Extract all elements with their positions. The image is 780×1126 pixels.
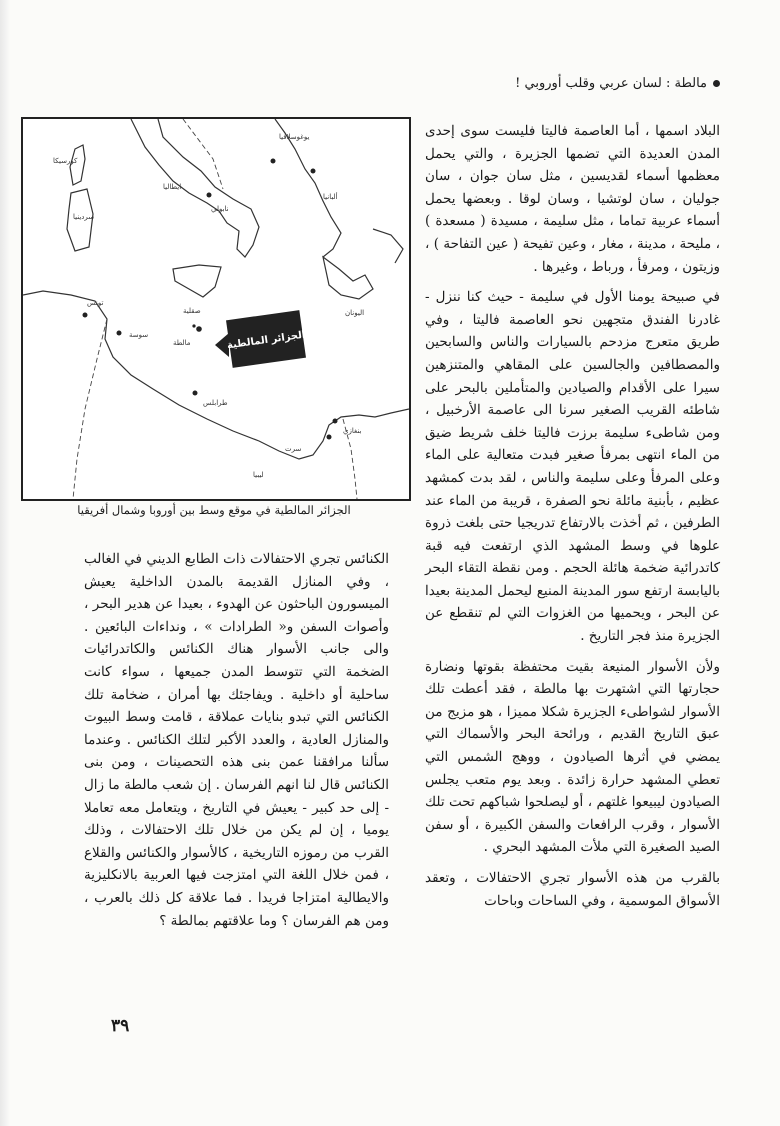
map-label-libya: ليبيا: [253, 471, 264, 479]
header-bullet: [713, 80, 720, 87]
map-label-naples: نابولي: [211, 205, 229, 213]
scan-edge: [0, 0, 10, 1126]
running-title: مالطة : لسان عربي وقلب أوروبي !: [515, 76, 707, 91]
map-label-corsica: كورسيكا: [53, 157, 78, 165]
page-number: ٣٩: [111, 1016, 130, 1036]
map-label-albania: ألبانيا: [323, 193, 338, 201]
paragraph: في صبيحة يومنا الأول في سليمة - حيث كنا ننزل - غادرنا الفندق متجهين نحو العاصمة فاليتا ، وفي طريق متعرج مزدحم بالسيارات والناس والسابحين والمصطافين والجالسين على المقاهي والمتنزهين سيرا على الأقدام والصيادين والمتأملين بالبحر على شاطئه القريب الصغير سرنا الى عاصمة الأرخبيل ، ومن شاطىء سليمة برزت فاليتا خلف شريط ضيق من الماء انتهى بمرفأ صغير فبدت متعالية على الماء وعلى المرفأ وعلى سليمة والناس ، لقد بدت كمشهد عظيم ، بأبنية مائلة نحو الصفرة ، قريبة من الماء عند الطرفين ، ثم أخذت بالارتفاع تدريجيا حتى بلغت ذروة علوها في وسط المشهد الذي ارتفعت فيه قبة كاتدرائية ضخمة هائلة الحجم . ومن نقطة التقاء البحر باليابسة ارتفع سور المدينة المنيع ليحمل المدينة بعيدا عن البحر ، ويحميها من الغزوات التي لم تنقطع عن الجزيرة منذ فجر التاريخ .: [425, 289, 720, 645]
map-caption: الجزائر المالطية في موقع وسط بين أوروبا وشمال أفريقيا: [77, 503, 351, 517]
map-callout-label: الجزائر المالطية: [226, 329, 306, 352]
paragraph: بالقرب من هذه الأسوار تجري الاحتفالات ، وتعقد الأسواق الموسمية ، وفي الساحات وباحات: [425, 870, 720, 909]
paragraph: ولأن الأسوار المنيعة بقيت محتفظة بقوتها ونضارة حجارتها التي اشتهرت بها مالطة ، فقد أعطت تلك الأسوار لشواطىء الجزيرة شكلا مميزا ، هو مزيج من عبق التاريخ القديم ، ورائحة البحر والأسماك التي يمضي في أثرها الصيادون ، ووهج الشمس التي تعطي المشهد حرارة زائدة . وبعد يوم متعب يجلس الصيادون ليبيعوا غلتهم ، أو ليصلحوا شباكهم تحت تلك الأسوار ، وقرب الرافعات والسفن الكبيرة ، أو سفن الصيد الصغيرة التي ملأت المشهد البحري .: [425, 658, 720, 856]
map-label-malta: مالطة: [173, 339, 191, 347]
map-figure: [21, 117, 411, 501]
map-label-sicily: صقلية: [183, 307, 201, 315]
map-label-sardinia: سردينيا: [73, 213, 95, 221]
map-label-benghazi: بنغازي: [343, 427, 362, 435]
map-label-tripoli: طرابلس: [203, 399, 228, 407]
map-label-sirte: سرت: [285, 445, 302, 453]
map-label-sousse: سوسة: [129, 331, 149, 339]
map-label-greece: اليونان: [345, 309, 365, 317]
map-label-yugoslavia: يوغوسلافيا: [279, 133, 310, 141]
left-column: [84, 548, 389, 940]
paragraph: الكنائس تجري الاحتفالات ذات الطابع الديني في الغالب ، وفي المنازل القديمة بالمدن الداخلية يعيش الميسورون الباحثون عن الهدوء ، بعيدا عن هدير البحر ، وأصوات السفن و« الطرادات » ، ونداءات البائعين . والى جانب الأسوار هناك الكنائس والكاتدرائيات الضخمة التي تتوسط المدن جميعها ، سواء كانت ساحلية أو داخلية . ويفاجئك بها أمران ، ضخامة تلك الكنائس التي تبدو بنايات عملاقة ، قامت وسط البيوت والمنازل العادية ، والعدد الأكبر لتلك الكنائس . وعندما سألنا مرافقنا عمن بنى هذه التحصينات ، ومن بنى الكنائس قال لنا انهم الفرسان . إن شعب مالطة ما زال - إلى حد كبير - يعيش في التاريخ ، ويتعامل معه تعاملا يوميا ، إن لم يكن من خلال تلك الاحتفالات ، وذلك القرب من رموزه التاريخية ، كالأسوار والكنائس والقلاع ، فمن خلال اللغة التي امتزجت فيها العربية بالانكليزية والايطالية امتزاجا فريدا . فما علاقة كل ذلك بالعرب ، ومن هم الفرسان ؟ وما علاقتهم بمالطة ؟: [84, 551, 389, 929]
right-column: [425, 120, 720, 920]
mediterranean-map: [23, 119, 409, 499]
running-header: [515, 76, 720, 91]
paragraph: البلاد اسمها ، أما العاصمة فاليتا فليست سوى إحدى المدن العديدة التي تضمها الجزيرة ، والتي يحمل معظمها أسماء لقديسين ، مثل سان جوان ، سان جوليان ، سان لوتشيا ، وسان لوقا . وبعضها يحمل أسماء عربية تماما ، مثل سليمة ، مسيدة ( مسعدة ) ، مليحة ، مدينة ، مغار ، وعين تفيحة ( عين التفاحة ) ، وزيتون ، ومرفأ ، ورباط ، وغيرها .: [425, 123, 720, 275]
map-label-tunis: تونس: [87, 299, 104, 307]
map-label-italy: ايطاليا: [163, 183, 182, 191]
